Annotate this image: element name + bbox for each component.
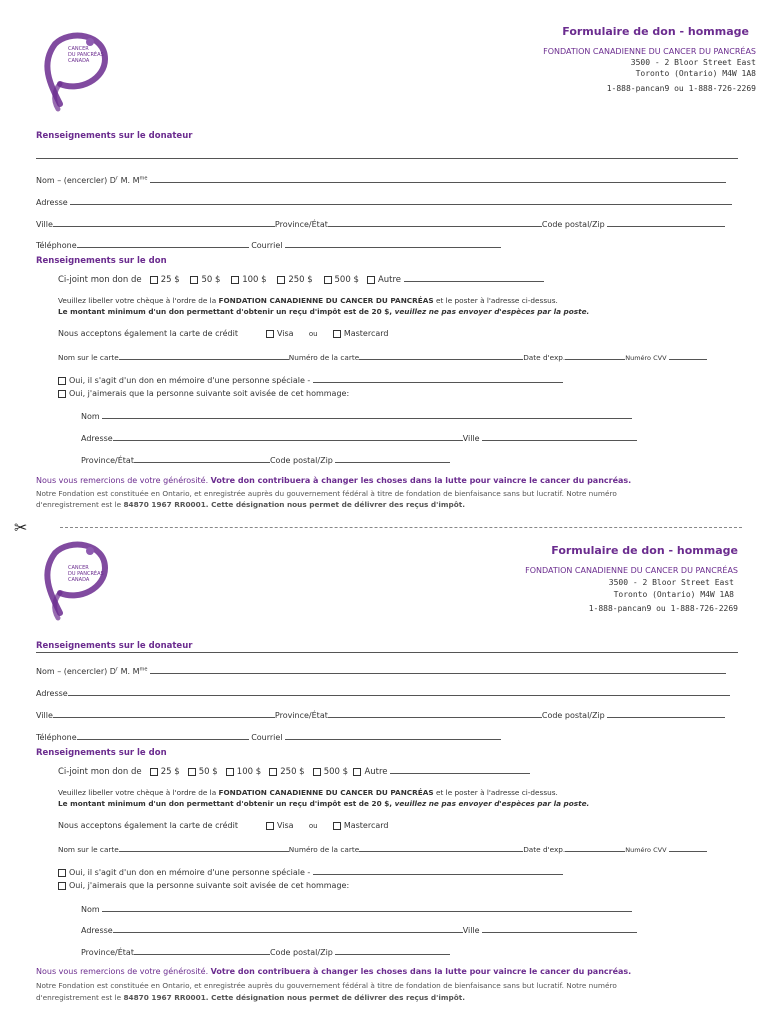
donor-phone-row[interactable]: Téléphone Courriel — [36, 239, 501, 250]
logo-text-1: CANCER — [68, 46, 89, 52]
donor-city-row[interactable]: Ville Province/État Code postal/Zip — [36, 218, 725, 229]
logo-text-2: DU PANCRÉAS — [68, 571, 104, 577]
cheque-instructions: Veuillez libeller votre chèque à l'ordre de la FONDATION CANADIENNE DU CANCER DU PANCRÉAS et le poster à l'adresse ci-dessus. — [58, 788, 558, 797]
logo-text-2: DU PANCRÉAS — [68, 52, 104, 58]
gift-section-heading: Renseignements sur le don — [36, 748, 167, 758]
legal-text-2: d'enregistrement est le 84870 1967 RR0001. Cette désignation nous permet de délivrer des reçus d'impôt. — [36, 993, 465, 1002]
form-copy-bottom — [0, 531, 770, 1024]
gift-amount-row[interactable]: Ci-joint mon don de 25 $ 50 $ 100 $ 250 $ 500 $ Autre — [58, 273, 544, 285]
org-address-2: Toronto (Ontario) M4W 1A8 — [635, 69, 756, 78]
cut-line — [60, 527, 742, 528]
legal-text-1: Notre Fondation est constituée en Ontario, et enregistrée auprès du gouvernement fédéral à titre de fondation de bienfaisance sans but lucratif. Notre numéro — [36, 981, 617, 990]
donor-phone-row[interactable]: Téléphone Courriel — [36, 731, 501, 742]
card-type-row[interactable]: Nous acceptons également la carte de crédit Visa ou Mastercard — [58, 329, 389, 338]
org-address-1: 3500 - 2 Bloor Street East — [608, 578, 734, 587]
donor-city-row[interactable]: Ville Province/État Code postal/Zip — [36, 709, 725, 720]
notify-address-row[interactable]: Adresse Ville — [81, 432, 637, 443]
thanks-text: Nous vous remercions de votre générosité. Votre don contribuera à changer les choses dans la lutte pour vaincre le cancer du pancréas. — [36, 476, 632, 485]
org-phone: 1-888-pancan9 ou 1-888-726-2269 — [606, 84, 756, 93]
donor-section-heading: Renseignements sur le donateur — [36, 131, 193, 141]
memorial-option[interactable]: Oui, il s'agit d'un don en mémoire d'une personne spéciale - — [58, 374, 563, 385]
logo-text-3: CANADA — [68, 577, 90, 583]
legal-text-2: d'enregistrement est le 84870 1967 RR0001. Cette désignation nous permet de délivrer des reçus d'impôt. — [36, 500, 465, 509]
org-address-1: 3500 - 2 Bloor Street East — [630, 58, 756, 67]
notify-address-row[interactable]: Adresse Ville — [81, 924, 637, 935]
notify-option[interactable]: Oui, j'aimerais que la personne suivante soit avisée de cet hommage: — [58, 881, 349, 890]
thanks-text: Nous vous remercions de votre générosité. Votre don contribuera à changer les choses dans la lutte pour vaincre le cancer du pancréas. — [36, 967, 632, 976]
gift-amount-row[interactable]: Ci-joint mon don de 25 $ 50 $ 100 $ 250 $ 500 $ Autre — [58, 765, 530, 777]
logo-text-1: CANCER — [68, 565, 89, 571]
legal-text-1: Notre Fondation est constituée en Ontario, et enregistrée auprès du gouvernement fédéral à titre de fondation de bienfaisance sans but lucratif. Notre numéro — [36, 489, 617, 498]
notify-name-field[interactable]: Nom — [81, 410, 632, 421]
cheque-instructions: Veuillez libeller votre chèque à l'ordre de la FONDATION CANADIENNE DU CANCER DU PANCRÉAS et le poster à l'adresse ci-dessus. — [58, 296, 558, 305]
donor-name-field[interactable]: Nom – (encercler) $D^r$ M. $M^{me}$ — [36, 174, 726, 185]
ribbon-logo-icon — [30, 24, 120, 114]
card-details-row[interactable]: Nom sur le carte Numéro de la carte Date d'exp. Numéro CVV — [58, 843, 707, 854]
logo-text-3: CANADA — [68, 58, 90, 64]
notify-option[interactable]: Oui, j'aimerais que la personne suivante soit avisée de cet hommage: — [58, 389, 349, 398]
donor-name-field[interactable]: Nom – (encercler) $D^r$ M. $M^{me}$ — [36, 665, 726, 676]
notify-name-field[interactable]: Nom — [81, 903, 632, 914]
form-title: Formulaire de don - hommage — [562, 25, 749, 38]
card-type-row[interactable]: Nous acceptons également la carte de crédit Visa ou Mastercard — [58, 821, 389, 830]
notify-province-row[interactable]: Province/État Code postal/Zip — [81, 454, 450, 465]
donor-address-field[interactable]: Adresse — [36, 687, 730, 698]
notify-province-row[interactable]: Province/État Code postal/Zip — [81, 946, 450, 957]
org-phone: 1-888-pancan9 ou 1-888-726-2269 — [588, 604, 738, 613]
form-title: Formulaire de don - hommage — [551, 544, 738, 557]
gift-section-heading: Renseignements sur le don — [36, 256, 167, 266]
org-address-2: Toronto (Ontario) M4W 1A8 — [613, 590, 734, 599]
memorial-option[interactable]: Oui, il s'agit d'un don en mémoire d'une personne spéciale - — [58, 866, 563, 877]
card-details-row[interactable]: Nom sur le carte Numéro de la carte Date d'exp. Numéro CVV — [58, 351, 707, 362]
scissors-icon: ✂ — [14, 518, 28, 537]
org-name: FONDATION CANADIENNE DU CANCER DU PANCRÉAS — [525, 566, 738, 575]
donor-address-field[interactable]: Adresse — [36, 196, 732, 207]
minimum-notice: Le montant minimum d'un don permettant d'obtenir un reçu d'impôt est de 20 $, veuillez ne pas envoyer d'espèces par la poste. — [58, 307, 590, 316]
org-name: FONDATION CANADIENNE DU CANCER DU PANCRÉAS — [543, 47, 756, 56]
minimum-notice: Le montant minimum d'un don permettant d'obtenir un reçu d'impôt est de 20 $, veuillez ne pas envoyer d'espèces par la poste. — [58, 799, 590, 808]
donor-section-heading: Renseignements sur le donateur — [36, 641, 193, 651]
